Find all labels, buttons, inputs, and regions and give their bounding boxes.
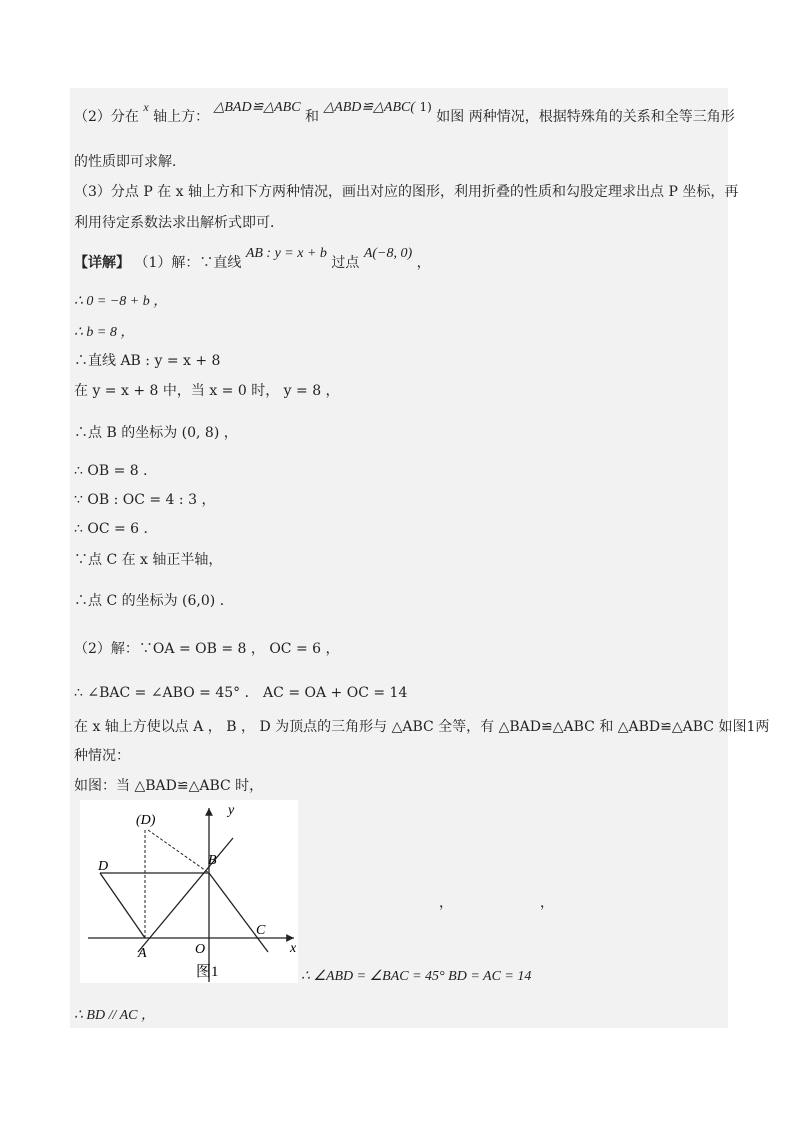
dashed-to-b	[148, 830, 209, 873]
step: 种情况：	[74, 748, 130, 764]
figure-1	[80, 800, 298, 983]
step: ∴ OC = 6 ．	[74, 521, 158, 537]
text: 两种情况，根据特殊角的关系和全等三角形	[468, 109, 735, 125]
step: 在 x 轴上方使以点 A ， B ， D 为顶点的三角形与 △ABC 全等，有 △BAD≌△ABC 和 △ABD≌△ABC 如图1两	[74, 719, 770, 735]
math-congruence-2: △ABD≌△ABC(	[323, 100, 416, 115]
conclusion-angles: ∴ ∠ABD = ∠BAC = 45° BD = AC = 14	[301, 969, 532, 984]
math: A(−8, 0)	[363, 246, 413, 261]
step: ∴直线 AB : y = x + 8	[74, 353, 221, 369]
label-y: y	[228, 803, 235, 818]
step: ∵ OB : OC = 4 : 3 ，	[74, 492, 216, 508]
math-congruence-1: △BAD≌△ABC	[213, 100, 301, 115]
label-o: O	[195, 942, 206, 957]
step: ∴点 C 的坐标为 (6,0) ．	[74, 593, 234, 609]
stray-comma: ，	[540, 895, 554, 911]
figure-caption: 图1	[196, 964, 219, 980]
label-d: D	[98, 859, 109, 874]
segment-da	[100, 873, 145, 938]
line-ab	[138, 838, 233, 952]
analysis-part2	[74, 100, 735, 126]
text: ，	[416, 255, 431, 271]
step: （2）解：∵OA = OB = 8 ， OC = 6 ，	[74, 641, 340, 657]
step: ∴ 0 = −8 + b ，	[74, 294, 168, 309]
step: ∴点 B 的坐标为 (0, 8) ，	[74, 425, 238, 441]
step: 在 y = x + 8 中，当 x = 0 时， y = 8 ，	[74, 383, 340, 399]
text: （2）分在	[74, 109, 139, 125]
step: ∴ ∠BAC = ∠ABO = 45° ． AC = OA + OC = 14	[74, 685, 408, 701]
text: 1)	[419, 100, 432, 114]
math: AB : y = x + b	[245, 246, 327, 261]
stray-comma: ，	[439, 895, 453, 911]
math: x	[143, 100, 149, 114]
step: ∵点 C 在 x 轴正半轴，	[74, 552, 223, 568]
text: 和	[304, 109, 319, 125]
text: 轴上方：	[153, 109, 210, 125]
text: 过点	[331, 255, 360, 271]
label-x: x	[290, 941, 297, 956]
step: 如图：当 △BAD≌△ABC 时，	[74, 778, 264, 794]
line-bc	[209, 873, 268, 952]
label-a: A	[138, 946, 147, 961]
text: （1）解：∵直线	[134, 255, 242, 271]
conclusion-parallel: ∴ BD // AC ，	[74, 1008, 155, 1023]
detail-heading	[74, 246, 431, 272]
detail-tag: 【详解】	[74, 255, 130, 271]
step: ∴ b = 8 ，	[74, 325, 135, 340]
label-d-paren: (D)	[136, 813, 156, 828]
label-b: B	[208, 853, 217, 868]
text: 如图	[436, 109, 465, 125]
analysis-part2-cont: 的性质即可求解．	[74, 154, 186, 170]
figure-1-diagram	[80, 800, 298, 983]
step: ∴ OB = 8 ．	[74, 463, 158, 479]
analysis-part3-cont: 利用待定系数法求出解析式即可．	[74, 215, 284, 231]
label-c: C	[256, 923, 266, 938]
analysis-part3: （3）分点 P 在 x 轴上方和下方两种情况，画出对应的图形，利用折叠的性质和勾股定理求出点 P 坐标，再	[74, 184, 739, 200]
